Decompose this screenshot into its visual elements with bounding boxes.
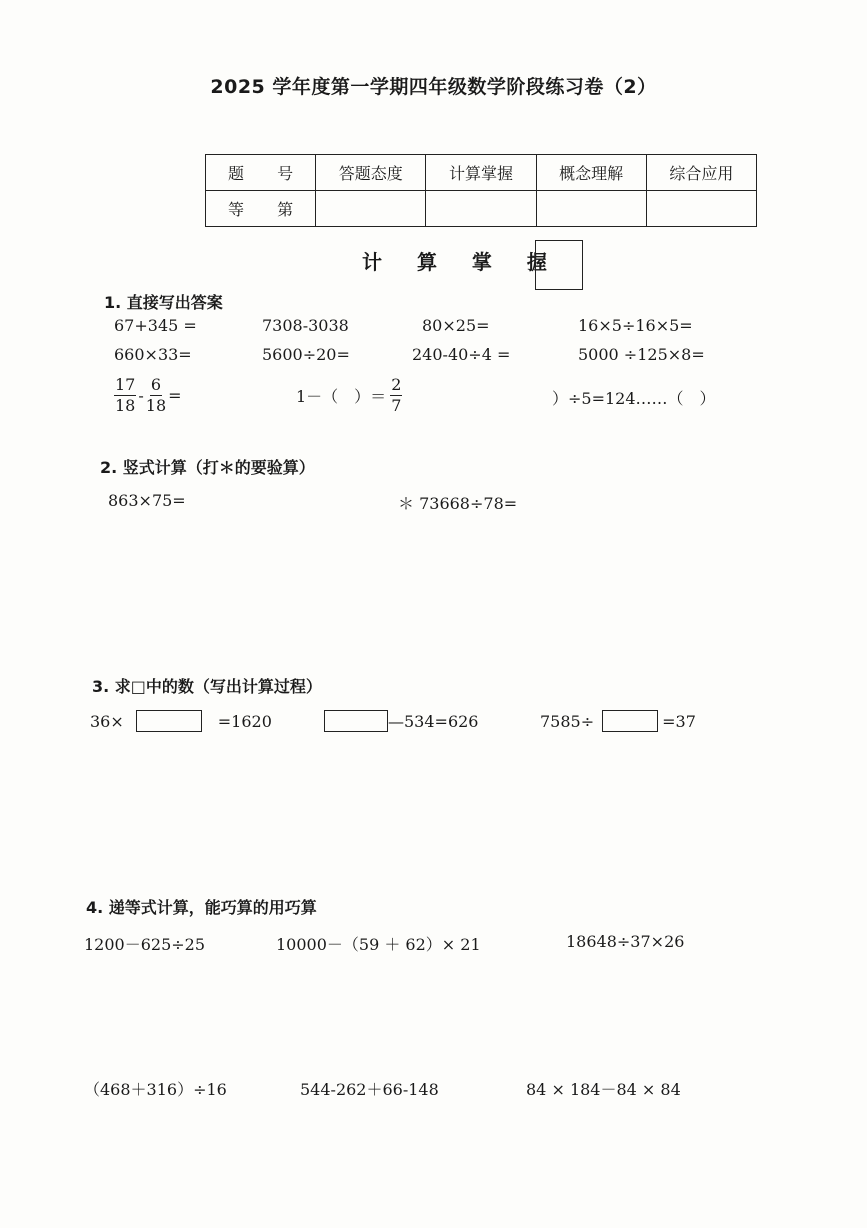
- q4-item: 544-262＋66-148: [300, 1080, 439, 1099]
- score-cell-application[interactable]: [646, 191, 756, 227]
- q4-item: 10000－（59 ＋ 62）× 21: [276, 935, 481, 954]
- score-cell-calc[interactable]: [426, 191, 536, 227]
- q4-item: 1200－625÷25: [84, 935, 206, 954]
- section-heading: 计 算 掌 握: [362, 250, 561, 274]
- score-label-grade: 等 第: [206, 191, 316, 227]
- q4-item: （468＋316）÷16: [84, 1080, 227, 1099]
- q1-item: 5000 ÷125×8=: [578, 345, 705, 364]
- q4-item: 84 × 184－84 × 84: [526, 1080, 681, 1099]
- q3-item-c: 7585÷ =37: [540, 711, 696, 731]
- q1-item: 660×33=: [114, 345, 192, 364]
- q3-item-a: 36× =1620: [90, 711, 272, 731]
- q1-item: 7308-3038: [262, 316, 349, 335]
- score-cell-attitude[interactable]: [316, 191, 426, 227]
- q3-answer-box[interactable]: [324, 710, 388, 732]
- section-score-box[interactable]: [535, 240, 583, 290]
- q3-heading: 3. 求□中的数（写出计算过程）: [92, 677, 322, 696]
- q3-item-b: —534=626: [324, 710, 478, 732]
- q1-heading: 1. 直接写出答案: [104, 293, 223, 312]
- q3-answer-box[interactable]: [602, 710, 658, 732]
- score-header-application: 综合应用: [646, 155, 756, 191]
- q4-item: 18648÷37×26: [566, 932, 685, 951]
- score-header-concept: 概念理解: [536, 155, 646, 191]
- q1-remainder-item: ）÷5=124……（ ）: [552, 389, 716, 408]
- q4-heading: 4. 递等式计算，能巧算的用巧算: [86, 898, 317, 917]
- q1-item: 5600÷20=: [262, 345, 350, 364]
- q1-fraction-item: $\frac{17}{18}$ - $\frac{6}{18}$ =: [115, 375, 182, 415]
- q1-item: 240-40÷4 =: [412, 345, 511, 364]
- q3-answer-box[interactable]: [136, 710, 202, 732]
- q2-heading: 2. 竖式计算（打＊的要验算）: [100, 458, 315, 477]
- score-table: [205, 154, 757, 227]
- q2-item: 863×75=: [108, 491, 186, 510]
- page-title: 2025 学年度第一学期四年级数学阶段练习卷（2）: [210, 76, 657, 98]
- q1-item: 67+345 =: [114, 316, 197, 335]
- score-header-calc: 计算掌握: [426, 155, 536, 191]
- q1-item: 16×5÷16×5=: [578, 316, 693, 335]
- score-label-question: 题 号: [206, 155, 316, 191]
- q1-item: 80×25=: [422, 316, 490, 335]
- q2-item: ＊ 73668÷78=: [398, 494, 518, 513]
- score-header-attitude: 答题态度: [316, 155, 426, 191]
- q1-fraction-blank-item: 1－（ ）＝ $\frac{2}{7}$: [296, 375, 402, 415]
- score-cell-concept[interactable]: [536, 191, 646, 227]
